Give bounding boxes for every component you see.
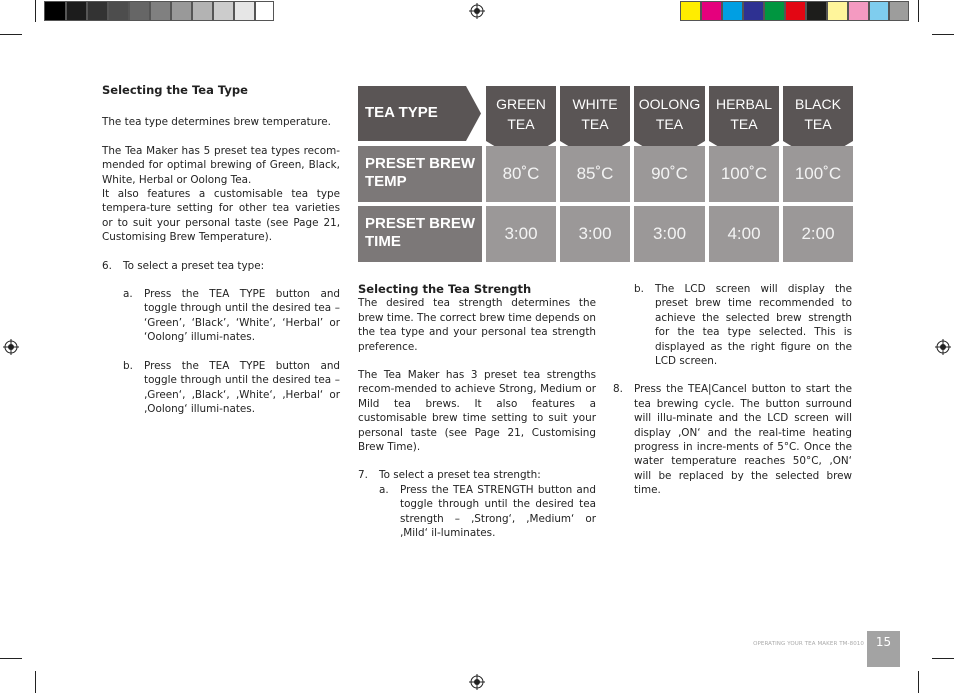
- crop-mark: [0, 34, 22, 35]
- tea-header-line1: HERBAL: [715, 96, 773, 112]
- tea-header-line1: WHITE: [572, 96, 618, 112]
- color-swatch: [764, 1, 785, 21]
- time-cell: 3:00: [560, 206, 630, 262]
- sub-step-text: Press the TEA STRENGTH button and toggle through until the desired tea strength – ‚Strong‘, ‚Medium‘ or ‚Mild‘ il-luminates.: [400, 483, 596, 540]
- section-heading: Selecting the Tea Strength: [358, 282, 532, 296]
- step-item: [102, 259, 340, 273]
- color-swatch: [785, 1, 806, 21]
- color-swatch: [827, 1, 848, 21]
- tea-header-green: [486, 86, 556, 141]
- color-swatch: [680, 1, 701, 21]
- sub-step-text: The LCD screen will display the preset brew time recommended to achieve the selected brew strength for the tea type selected. This is displayed as the right figure on the LCD screen.: [655, 283, 852, 368]
- color-swatch: [889, 1, 909, 21]
- registration-mark-icon: [3, 339, 19, 355]
- gray-swatch: [150, 1, 171, 21]
- color-swatch: [806, 1, 827, 21]
- tea-header-line2: TEA: [730, 116, 758, 132]
- step-text: Press the TEA|Cancel button to start the tea brewing cycle. The button surround will illu-minate and the LCD screen will display ‚ON‘ and the real-time heating progress in incre-ments of 5°C. Once the water temperature reaches 50°C, ‚ON‘ will be replaced by the selected brew time.: [634, 383, 852, 497]
- tea-header-line1: OOLONG: [638, 96, 701, 112]
- sub-step-text: Press the TEA TYPE button and toggle through until the desired tea – ‘Green’, ‘Black’, ‘White’, ‘Herbal’ or ‘Oolong’ illumi-nates.: [144, 288, 340, 344]
- sub-step-letter: a.: [379, 483, 389, 496]
- row-label-tea-type: TEA TYPE: [365, 104, 438, 121]
- body-text: The desired tea strength determines the brew time. The correct brew time depends on the tea type and your personal tea strength preference.: [358, 297, 596, 353]
- row-label-preset-time: PRESET BREW TIME: [358, 206, 482, 262]
- time-cell: 3:00: [634, 206, 705, 262]
- gray-swatch: [44, 1, 66, 21]
- crop-mark: [918, 671, 919, 693]
- color-swatch: [743, 1, 764, 21]
- gray-swatch: [66, 1, 87, 21]
- gray-swatch: [108, 1, 129, 21]
- crop-mark: [35, 0, 36, 22]
- gray-swatch: [192, 1, 213, 21]
- crop-mark: [35, 671, 36, 693]
- body-text: It also features a customisable tea type tempera-ture setting for other tea varieties or to suit your personal taste (see Page 21, Customising Brew Temperature).: [102, 188, 340, 244]
- tea-header-white: [560, 86, 630, 141]
- step-text: To select a preset tea type:: [123, 259, 265, 272]
- crop-mark: [932, 658, 954, 659]
- tea-header-line2: TEA: [507, 116, 535, 132]
- crop-mark: [918, 0, 919, 22]
- temp-cell: 90˚C: [634, 146, 705, 202]
- left-column: [102, 83, 340, 416]
- tea-header-herbal: [709, 86, 779, 141]
- gray-swatch: [255, 1, 274, 21]
- sub-step-item: [634, 282, 852, 368]
- step-number: 6.: [102, 259, 112, 272]
- gray-swatch: [234, 1, 255, 21]
- body-text: The Tea Maker has 3 preset tea strengths recom-mended to achieve Strong, Medium or Mild tea brews. It also features a customisable brew time setting to suit your personal taste (see Page 21, Customising Brew Time).: [358, 369, 596, 454]
- body-text: The Tea Maker has 5 preset tea types recom-mended for optimal brewing of Green, Black, White, Herbal or Oolong Tea.: [102, 144, 340, 186]
- sub-step-item: [379, 483, 596, 541]
- tea-header-line1: BLACK: [795, 96, 841, 112]
- color-swatch: [722, 1, 743, 21]
- tea-header-line2: TEA: [804, 116, 832, 132]
- color-swatch: [848, 1, 869, 21]
- right-column: [613, 282, 852, 498]
- step-text: To select a preset tea strength:: [379, 469, 541, 482]
- gray-swatch: [171, 1, 192, 21]
- step-number: 8.: [613, 383, 623, 396]
- time-cell: 3:00: [486, 206, 556, 262]
- registration-mark-icon: [469, 674, 485, 690]
- crop-mark: [0, 658, 22, 659]
- gray-swatch: [213, 1, 234, 21]
- section-heading: Selecting the Tea Type: [102, 83, 248, 97]
- tea-header-oolong: [634, 86, 705, 141]
- sub-step-letter: a.: [123, 288, 133, 301]
- gray-swatch: [87, 1, 108, 21]
- color-swatch: [869, 1, 889, 21]
- time-cell: 4:00: [709, 206, 779, 262]
- tea-header-line1: GREEN: [496, 96, 546, 112]
- tea-header-line2: TEA: [581, 116, 609, 132]
- crop-mark: [932, 34, 954, 35]
- temp-cell: 100˚C: [709, 146, 779, 202]
- footer-section-label: OPERATING YOUR TEA MAKER TM-8010: [753, 641, 864, 647]
- gray-swatch: [129, 1, 150, 21]
- registration-mark-icon: [935, 339, 951, 355]
- intro-text: The tea type determines brew temperature.: [102, 116, 331, 129]
- time-cell: 2:00: [783, 206, 853, 262]
- sub-step-item: [123, 287, 340, 345]
- step-item: [358, 468, 596, 482]
- middle-column: [358, 282, 596, 541]
- sub-step-text: Press the TEA TYPE button and toggle through until the desired tea – ‚Green‘, ‚Black‘, ‚White‘, ‚Herbal‘ or ‚Oolong‘ illumi-nates.: [144, 359, 340, 415]
- step-item: [613, 382, 852, 497]
- row-label-preset-temp: PRESET BREW TEMP: [358, 146, 482, 202]
- sub-step-letter: b.: [634, 283, 644, 295]
- page-number: 15: [867, 631, 900, 667]
- color-swatch: [701, 1, 722, 21]
- tea-header-line2: TEA: [655, 116, 684, 132]
- tea-header-black: [783, 86, 853, 141]
- step-number: 7.: [358, 469, 368, 482]
- temp-cell: 80˚C: [486, 146, 556, 202]
- sub-step-item: [123, 359, 340, 417]
- sub-step-letter: b.: [123, 359, 133, 372]
- registration-mark-icon: [469, 3, 485, 19]
- temp-cell: 85˚C: [560, 146, 630, 202]
- temp-cell: 100˚C: [783, 146, 853, 202]
